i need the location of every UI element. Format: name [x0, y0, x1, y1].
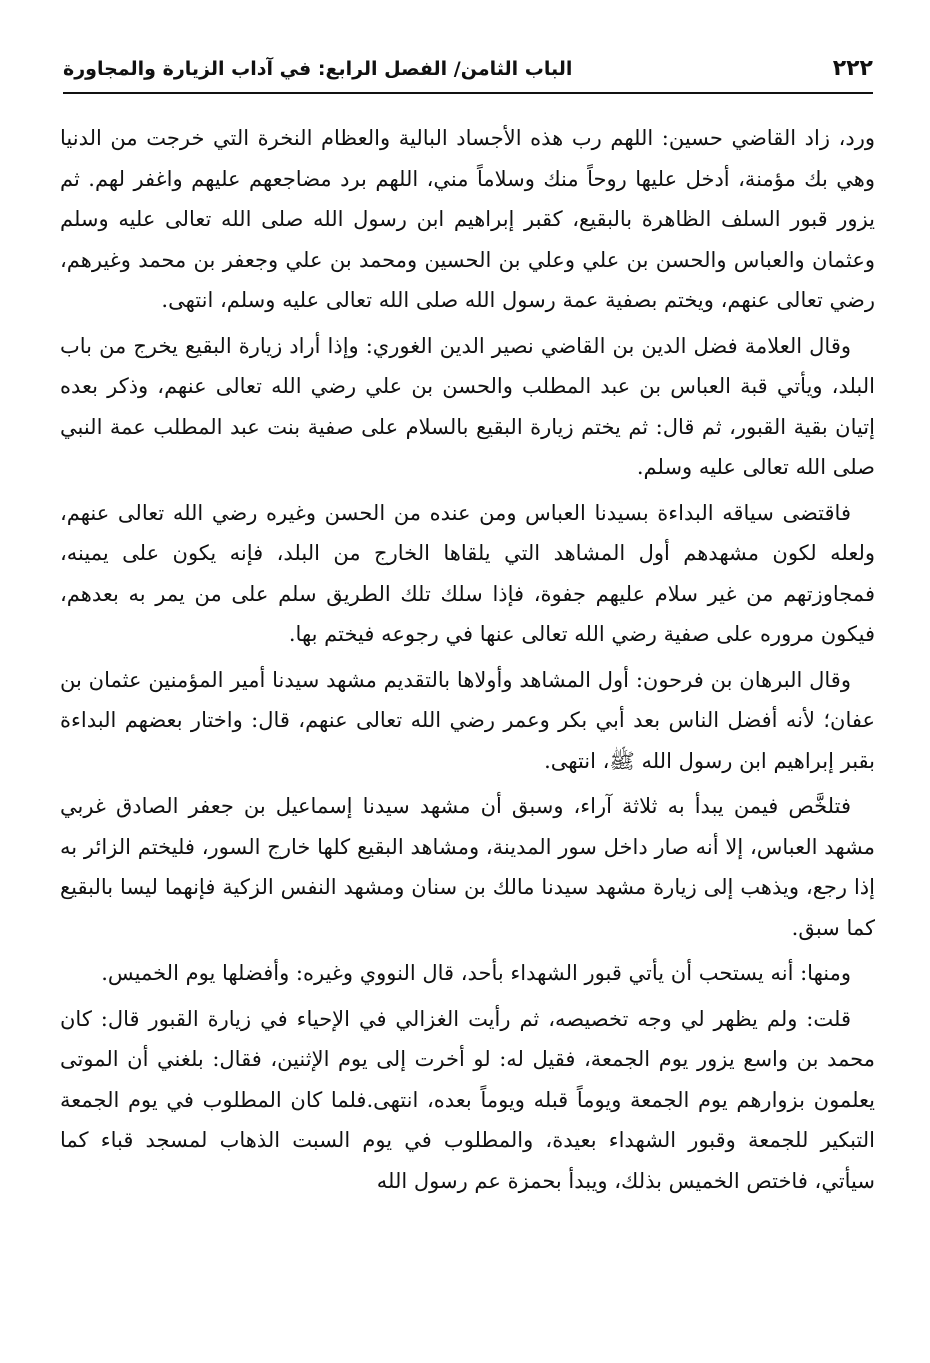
- paragraph: قلت: ولم يظهر لي وجه تخصيصه، ثم رأيت الغزالي في الإحياء في زيارة القبور قال: كان محمد بن واسع يزور يوم الجمعة، فقيل له: لو أخرت إلى يوم الإثنين، فقال: بلغني أن الموتى يعلمون بزوارهم يوم الجمعة ويوماً قبله ويوماً بعده، انتهى.فلما كان المطلوب في يوم الجمعة التبكير للجمعة وقبور الشهداء بعيدة، والمطلوب في يوم السبت الذهاب لمسجد قباء كما سيأتي، فاختص الخميس بذلك، ويبدأ بحمزة عم رسول الله: [60, 1006, 875, 1193]
- paragraph: ورد، زاد القاضي حسين: اللهم رب هذه الأجساد البالية والعظام النخرة التي خرجت من الدنيا وهي بك مؤمنة، أدخل عليها روحاً منك وسلاماً مني، اللهم برد مضاجعهم عليهم واغفر لهم. ثم يزور قبور السلف الظاهرة بالبقيع، كقبر إبراهيم ابن رسول الله صلى الله تعالى عليه وسلم وعثمان والعباس والحسن بن علي وعلي بن الحسين ومحمد بن علي وجعفر بن محمد وغيرهم، رضي تعالى عنهم، ويختم بصفية عمة رسول الله صلى الله تعالى عليه وسلم، انتهى.: [60, 126, 875, 312]
- running-title: الباب الثامن/ الفصل الرابع: في آداب الزيارة والمجاورة: [63, 58, 573, 80]
- paragraph: فتلخَّص فيمن يبدأ به ثلاثة آراء، وسبق أن مشهد سيدنا إسماعيل بن جعفر الصادق غربي مشهد العباس، إلا أنه صار داخل سور المدينة، ومشاهد البقيع كلها خارج السور، فليختم الزائر به إذا رجع، ويذهب إلى زيارة مشهد سيدنا مالك بن سنان ومشهد النفس الزكية فإنهما ليسا بالبقيع كما سبق.: [60, 794, 875, 940]
- body-text: [60, 118, 875, 1206]
- paragraph: فاقتضى سياقه البداءة بسيدنا العباس ومن عنده من الحسن وغيره رضي الله تعالى عنهم، ولعله لكون مشهدهم أول المشاهد التي يلقاها الخارج من البلد، فإنه يكون على يمينه، فمجاوزتهم من غير سلام عليهم جفوة، فإذا سلك تلك الطريق سلم على من يمر به بعدهم، فيكون مروره على صفية رضي الله تعالى عنها في رجوعه فيختم بها.: [60, 500, 875, 646]
- running-header: [63, 52, 873, 94]
- paragraph: وقال البرهان بن فرحون: أول المشاهد وأولاها بالتقديم مشهد سيدنا أمير المؤمنين عثمان بن عفان؛ لأنه أفضل الناس بعد أبي بكر وعمر رضي الله تعالى عنهم، قال: واختار بعضهم البداءة بقبر إبراهيم ابن رسول الله ﷺ، انتهى.: [60, 667, 875, 773]
- paragraph: ومنها: أنه يستحب أن يأتي قبور الشهداء بأحد، قال النووي وغيره: وأفضلها يوم الخميس.: [101, 961, 851, 985]
- page-number: ٢٢٢: [832, 56, 873, 81]
- paragraph: وقال العلامة فضل الدين بن القاضي نصير الدين الغوري: وإذا أراد زيارة البقيع يخرج من باب البلد، ويأتي قبة العباس بن عبد المطلب والحسن بن علي رضي الله تعالى عنهم، وذكر بعده إتيان بقية القبور، ثم قال: ثم يختم زيارة البقيع بالسلام على صفية بنت عبد المطلب عمة النبي صلى الله تعالى عليه وسلم.: [60, 333, 875, 479]
